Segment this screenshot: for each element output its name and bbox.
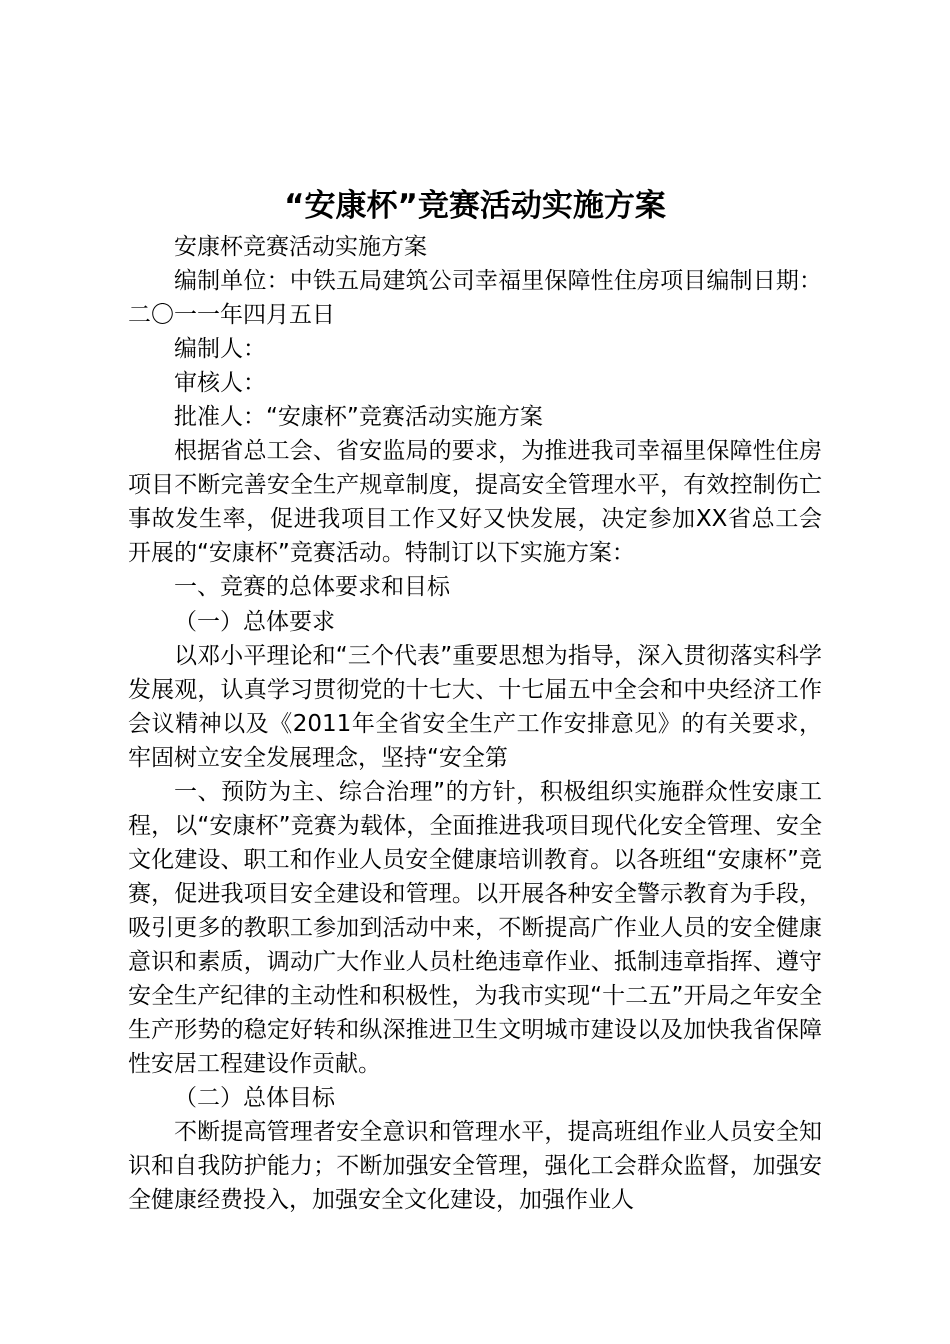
- subsection-heading-2: （二）总体目标: [174, 1085, 335, 1112]
- paragraph-compiler: 编制人：: [174, 336, 266, 363]
- paragraph-policy: 一、预防为主、综合治理”的方针，积极组织实施群众性安康工程，以“安康杯”竞赛为载体，全面推进我项目现代化安全管理、安全文化建设、职工和作业人员安全健康培训教育。以各班组“安康杯”竞赛，促进我项目安全建设和管理。以开展各种安全警示教育为手段，吸引更多的教职工参加到活动中来，不断提高广作业人员的安全健康意识和素质，调动广大作业人员杜绝违章作业、抵制违章指挥、遵守安全生产纪律的主动性和积极性，为我市实现“十二五”开局之年安全生产形势的稳定好转和纵深推进卫生文明城市建设以及加快我省保障性安居工程建设作贡献。: [128, 778, 822, 1078]
- paragraph-approver: 批准人：“安康杯”竞赛活动实施方案: [174, 404, 543, 431]
- paragraph-guiding-principle: 以邓小平理论和“三个代表”重要思想为指导，深入贯彻落实科学发展观，认真学习贯彻党的十七大、十七届五中全会和中央经济工作会议精神以及《2011年全省安全生产工作安排意见》的有关要求，牢固树立安全发展理念，坚持“安全第: [128, 642, 822, 771]
- paragraph-compiling-unit: 编制单位：中铁五局建筑公司幸福里保障性住房项目编制日期：二〇一一年四月五日: [128, 268, 822, 329]
- paragraph-reviewer: 审核人：: [174, 370, 266, 397]
- paragraph-goals: 不断提高管理者安全意识和管理水平，提高班组作业人员安全知识和自我防护能力；不断加强安全管理，强化工会群众监督，加强安全健康经费投入，加强安全文化建设，加强作业人: [128, 1119, 822, 1214]
- subsection-heading-1: （一）总体要求: [174, 608, 335, 635]
- document-body: [128, 230, 822, 1217]
- paragraph-intro: 根据省总工会、省安监局的要求，为推进我司幸福里保障性住房项目不断完善安全生产规章制度，提高安全管理水平，有效控制伤亡事故发生率，促进我项目工作又好又快发展，决定参加XX省总工会开展的“安康杯”竞赛活动。特制订以下实施方案：: [128, 438, 822, 567]
- document-title: “安康杯”竞赛活动实施方案: [284, 188, 666, 224]
- paragraph-plan-name: 安康杯竞赛活动实施方案: [174, 234, 427, 260]
- section-heading-1: 一、竞赛的总体要求和目标: [174, 574, 450, 601]
